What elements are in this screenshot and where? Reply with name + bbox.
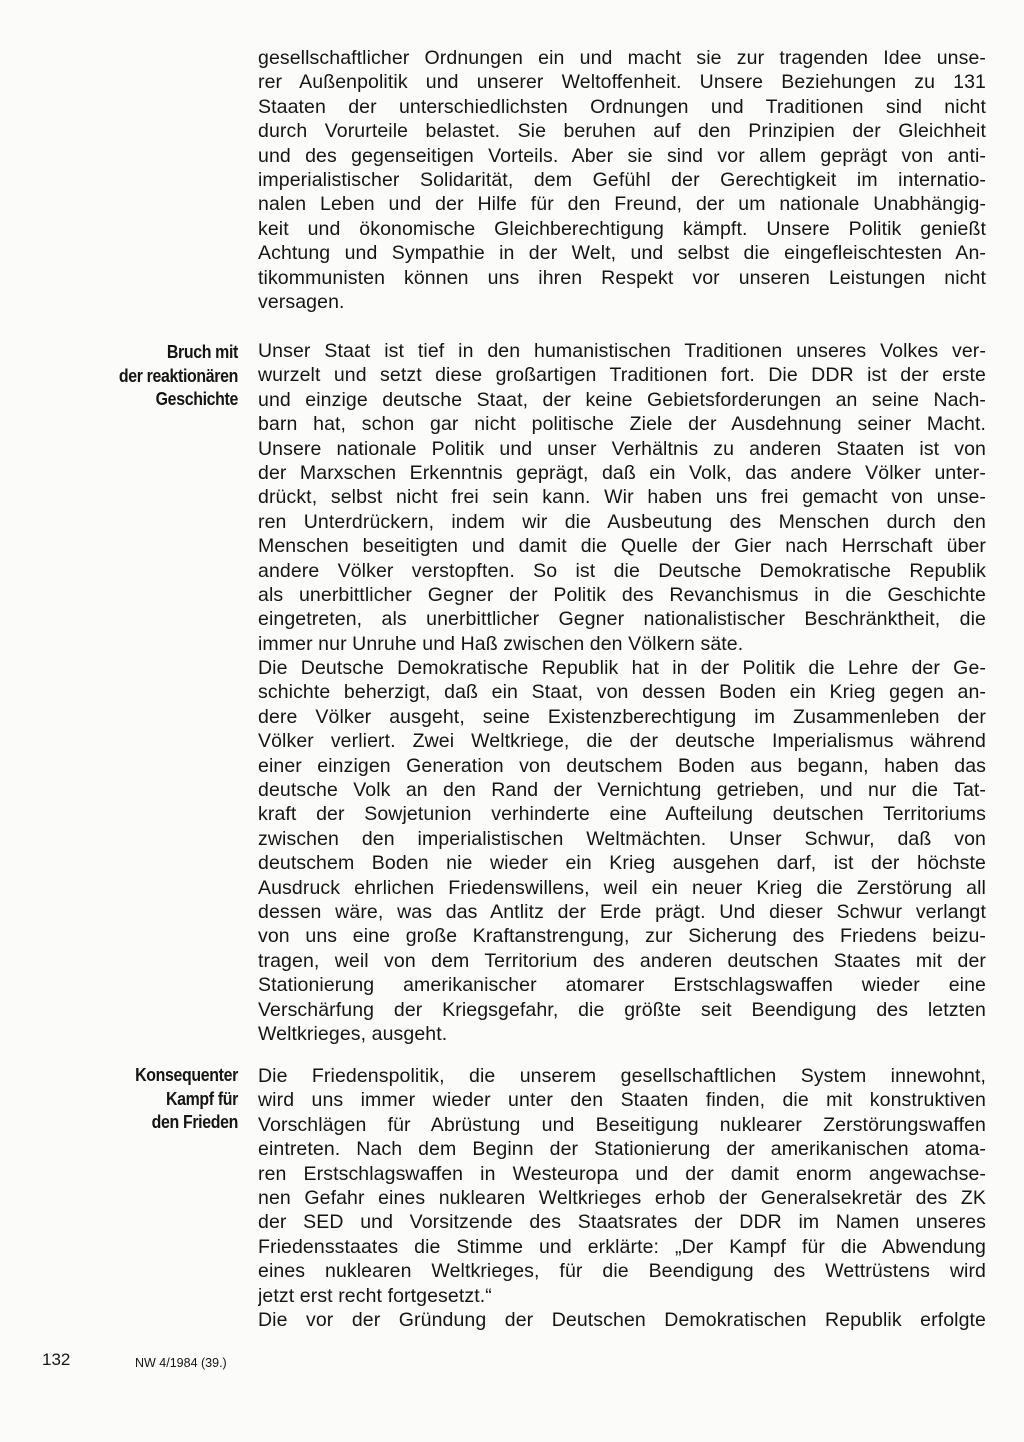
text-line: imperialistischer Solidarität, dem Gefühl der Gerechtigkeit im internatio- bbox=[258, 169, 986, 192]
text-line: und einzige deutsche Staat, der keine Gebietsforderungen an seine Nach- bbox=[258, 388, 986, 411]
text-line: gesellschaftlicher Ordnungen ein und macht sie zur tragenden Idee unse- bbox=[258, 47, 986, 69]
text-line: ren Erstschlagswaffen in Westeuropa und der damit enorm angewachse- bbox=[258, 1162, 986, 1185]
text-line: Unsere nationale Politik und unser Verhältnis zu anderen Staaten ist von bbox=[258, 437, 986, 460]
marginal-heading-bruch-mit bbox=[75, 340, 238, 411]
heading-line: den Frieden bbox=[151, 1111, 238, 1132]
text-line: Verschärfung der Kriegsgefahr, die größte seit Beendigung des letzten bbox=[258, 998, 986, 1021]
text-line: nen Gefahr eines nuklearen Weltkrieges erhob der Generalsekretär des ZK bbox=[258, 1187, 986, 1210]
paragraph-5 bbox=[258, 1308, 986, 1332]
text-line: der SED und Vorsitzende des Staatsrates der DDR im Namen unseres bbox=[258, 1211, 986, 1234]
text-line: keit und ökonomische Gleichberechtigung kämpft. Unsere Politik genießt bbox=[258, 217, 986, 240]
text-line: zwischen den imperialistischen Weltmächten. Unser Schwur, daß von bbox=[258, 827, 986, 850]
text-line: eines nuklearen Weltkrieges, für die Beendigung des Wettrüstens wird bbox=[258, 1260, 986, 1283]
text-line: tikommunisten können uns ihren Respekt vor unseren Leistungen nicht bbox=[258, 266, 986, 289]
text-line: als unerbittlicher Gegner der Politik des Revanchismus in die Geschichte bbox=[258, 584, 986, 607]
text-line: deutsche Volk an den Rand der Vernichtung getrieben, und nur die Tat- bbox=[258, 779, 986, 802]
text-line: von uns eine große Kraftanstrengung, zur Sicherung des Friedens beizu- bbox=[258, 925, 986, 948]
text-line: eingetreten, als unerbittlicher Gegner nationalistischer Beschränktheit, die bbox=[258, 608, 986, 631]
text-line: Friedensstaates die Stimme und erklärte: „Der Kampf für die Abwendung bbox=[258, 1235, 986, 1258]
text-line: und des gegenseitigen Vorteils. Aber sie sind vor allem geprägt von anti- bbox=[258, 144, 986, 167]
text-line: durch Vorurteile belastet. Sie beruhen auf den Prinzipien der Gleichheit bbox=[258, 120, 986, 143]
heading-line: Geschichte bbox=[155, 388, 238, 409]
paragraph-1 bbox=[258, 46, 986, 314]
paragraph-3 bbox=[258, 656, 986, 1047]
text-line: Weltkrieges, ausgeht. bbox=[258, 1023, 448, 1046]
text-line: deutschem Boden nie wieder ein Krieg ausgehen darf, ist der höchste bbox=[258, 852, 986, 875]
text-line: kraft der Sowjetunion verhinderte eine Aufteilung deutschen Territoriums bbox=[258, 803, 986, 826]
heading-line: Kampf für bbox=[165, 1087, 238, 1109]
text-line: wurzelt und setzt diese großartigen Traditionen fort. Die DDR ist der erste bbox=[258, 364, 986, 387]
heading-line: Konsequenter bbox=[135, 1064, 238, 1085]
heading-line: Bruch mit bbox=[166, 341, 238, 362]
text-line: Menschen beseitigten und damit die Quelle der Gier nach Herrschaft über bbox=[258, 535, 986, 558]
paragraph-4 bbox=[258, 1064, 986, 1308]
text-line: barn hat, schon gar nicht politische Ziele der Ausdehnung seiner Macht. bbox=[258, 413, 986, 436]
text-line: Staaten der unterschiedlichsten Ordnungen und Traditionen sind nicht bbox=[258, 95, 986, 118]
text-line: Stationierung amerikanischer atomarer Erstschlagswaffen wieder eine bbox=[258, 974, 986, 997]
marginal-heading-konsequenter-kampf bbox=[75, 1063, 238, 1134]
text-line: versagen. bbox=[258, 291, 345, 314]
text-line: Ausdruck ehrlichen Friedenswillens, weil ein neuer Krieg die Zerstörung all bbox=[258, 876, 986, 899]
text-line: dere Völker ausgeht, seine Existenzberechtigung im Zusammenleben der bbox=[258, 705, 986, 728]
text-line: drückt, selbst nicht frei sein kann. Wir haben uns frei gemacht von unse- bbox=[258, 486, 986, 509]
text-line: ren Unterdrückern, indem wir die Ausbeutung des Menschen durch den bbox=[258, 510, 986, 533]
issue-reference: NW 4/1984 (39.) bbox=[135, 1356, 227, 1370]
text-line: Die Deutsche Demokratische Republik hat in der Politik die Lehre der Ge- bbox=[258, 657, 986, 679]
text-line: andere Völker verstopften. So ist die Deutsche Demokratische Republik bbox=[258, 559, 986, 582]
text-line: Achtung und Sympathie in der Welt, und selbst die eingefleischtesten An- bbox=[258, 242, 986, 265]
text-line: rer Außenpolitik und unserer Weltoffenheit. Unsere Beziehungen zu 131 bbox=[258, 71, 986, 94]
text-line: wird uns immer wieder unter den Staaten finden, die mit konstruktiven bbox=[258, 1089, 986, 1112]
page-number: 132 bbox=[42, 1350, 71, 1369]
text-line: Die Friedenspolitik, die unserem gesellschaftlichen System innewohnt, bbox=[258, 1065, 986, 1087]
text-line: nalen Leben und der Hilfe für den Freund, der um nationale Unabhängig- bbox=[258, 193, 986, 216]
text-line: dessen wäre, was das Antlitz der Erde prägt. Und dieser Schwur verlangt bbox=[258, 901, 986, 924]
text-line: jetzt erst recht fortgesetzt.“ bbox=[258, 1284, 492, 1307]
text-line: eintreten. Nach dem Beginn der Stationierung der amerikanischen atoma- bbox=[258, 1138, 986, 1161]
text-line: der Marxschen Erkenntnis geprägt, daß ein Volk, das andere Völker unter- bbox=[258, 462, 986, 485]
text-line: Die vor der Gründung der Deutschen Demokratischen Republik erfolgte bbox=[258, 1309, 986, 1331]
text-line: Völker verliert. Zwei Weltkriege, die der deutsche Imperialismus während bbox=[258, 730, 986, 753]
paragraph-2 bbox=[258, 339, 986, 656]
text-line: schichte beherzigt, daß ein Staat, von dessen Boden ein Krieg gegen an- bbox=[258, 681, 986, 704]
text-line: tragen, weil von dem Territorium des anderen deutschen Staates mit der bbox=[258, 949, 986, 972]
text-line: Vorschlägen für Abrüstung und Beseitigung nuklearer Zerstörungswaffen bbox=[258, 1113, 986, 1136]
text-line: einer einzigen Generation von deutschem Boden aus begann, haben das bbox=[258, 754, 986, 777]
text-line: immer nur Unruhe und Haß zwischen den Völkern säte. bbox=[258, 632, 744, 655]
text-line: Unser Staat ist tief in den humanistischen Traditionen unseres Volkes ver- bbox=[258, 340, 986, 362]
heading-line: der reaktionären bbox=[118, 364, 238, 386]
